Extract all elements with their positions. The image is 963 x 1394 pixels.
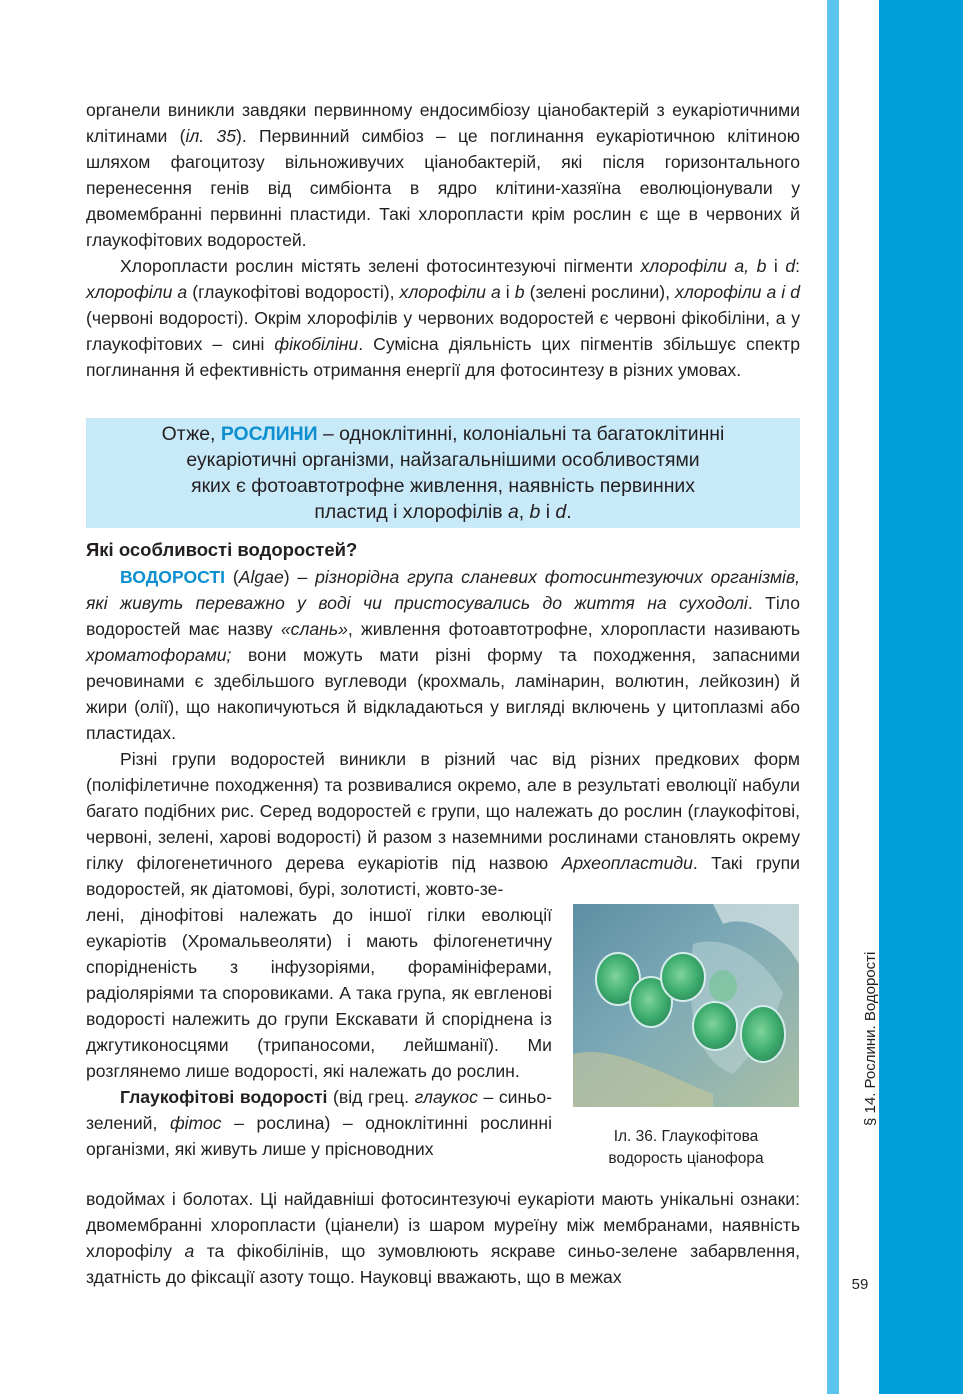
figure-caption: [573, 1126, 799, 1170]
summary-box: [86, 418, 800, 528]
paragraph: ВОДОРОСТІ (Algae) – різнорідна група сланевих фотосинтезуючих організмів, які живуть переважно у воді чи пристосувались до життя на суходолі. Тіло водоростей має назву «слань», живлення фотоавтотрофне, хлоропласти називають хроматофорами; вони можуть мати різні форму та походження, запасними речовинами є здебільшого вуглеводи (крохмаль, ламінарин, волютин, лейкозин) й жири (олії), що накопичуються й відкладаються у вигляді включень у цитоплазмі або пластидах.: [86, 567, 801, 743]
summary-line: еукаріотичні організми, найзагальнішими особливостями: [186, 449, 700, 471]
paragraph: Глаукофітові водорості (від грец. глаукос – синьо-зелений, фітос – рослина) – одноклітинні рослинні організми, які живуть лише у прісноводних: [86, 1087, 552, 1159]
page-number: 59: [851, 1276, 869, 1293]
paragraph: лені, дінофітові належать до іншої гілки еволюції еукаріотів (Хромальвеоляти) і мають філогенетичну спорідненість з інфузоріями, форамініферами, радіоляріями та споровиками. А така група, як евгленові водорості належить до групи Екскавати й споріднена із джгутиконосцями (трипаносоми, лейшманії). Ми розглянемо лише водорості, які належать до рослин.: [86, 905, 552, 1081]
wrap-text: [86, 902, 552, 1162]
micrograph-image: [573, 904, 799, 1107]
caption-line: водорость ціанофора: [608, 1150, 764, 1167]
paragraph: водоймах і болотах. Ці найдавніші фотосинтезуючі еукаріоти мають унікальні ознаки: двомембранні хлоропласти (ціанели) із шаром муреїну між мембранами, наявність хлорофілу a та фікобілінів, що зумовлюють яскраве синьо-зелене забарвлення, здатність до фіксації азоту тощо. Науковці вважають, що в межах: [86, 1189, 800, 1287]
summary-line: Отже, РОСЛИНИ – одноклітинні, колоніальні та багатоклітинні: [161, 423, 725, 445]
side-margin-band: [827, 0, 879, 1394]
final-text: [86, 1186, 800, 1290]
side-color-band: [879, 0, 963, 1394]
section-heading: Які особливості водоростей?: [86, 539, 358, 560]
paragraph: органели виникли завдяки первинному ендосимбіозу ціанобактерій з еукаріотичними клітинами (іл. 35). Первинний симбіоз – це поглинання еукаріотичною клітиною шляхом фагоцитозу вільноживучих ціанобактерій, які після горизонтального перенесення генів від симбіонта в ядро клітини-хазяїна еволюціонували у двомембранні первинні пластиди. Такі хлоропласти крім рослин є ще в червоних й глаукофітових водоростей.: [86, 100, 800, 250]
intro-text: [86, 97, 800, 383]
algae-text: [86, 564, 800, 902]
paragraph: Різні групи водоростей виникли в різний час від різних предкових форм (поліфілетичне походження) та розвивалися окремо, але в результаті еволюції набули багато подібних рис. Серед водоростей є групи, що належать до рослин (глаукофітові, червоні, зелені, харові водорості) й разом з наземними рослинами становлять окрему гілку філогенетичного дерева еукаріотів під назвою Археопластиди. Такі групи водоростей, як діатомові, бурі, золотисті, жовто-зе-: [86, 749, 800, 899]
paragraph: Хлоропласти рослин містять зелені фотосинтезуючі пігменти хлорофіли a, b і d: хлорофіли a (глаукофітові водорості), хлорофіли a і b (зелені рослини), хлорофіли a і d (червоні водорості). Окрім хлорофілів у червоних водоростей є червоні фікобіліни, а у глаукофітових – сині фікобіліни. Сумісна діяльність цих пігментів збільшує спектр поглинання й ефективність отримання енергії для фотосинтезу в різних умовах.: [86, 256, 801, 380]
summary-line: пластид і хлорофілів a, b і d.: [314, 501, 572, 523]
caption-line: Іл. 36. Глаукофітова: [613, 1128, 759, 1145]
glaucophyte-cells-illustration: [573, 904, 799, 1107]
running-head: § 14. Рослини. Водорості: [862, 951, 879, 1126]
summary-line: яких є фотоавтотрофне живлення, наявність первинних: [191, 475, 695, 497]
